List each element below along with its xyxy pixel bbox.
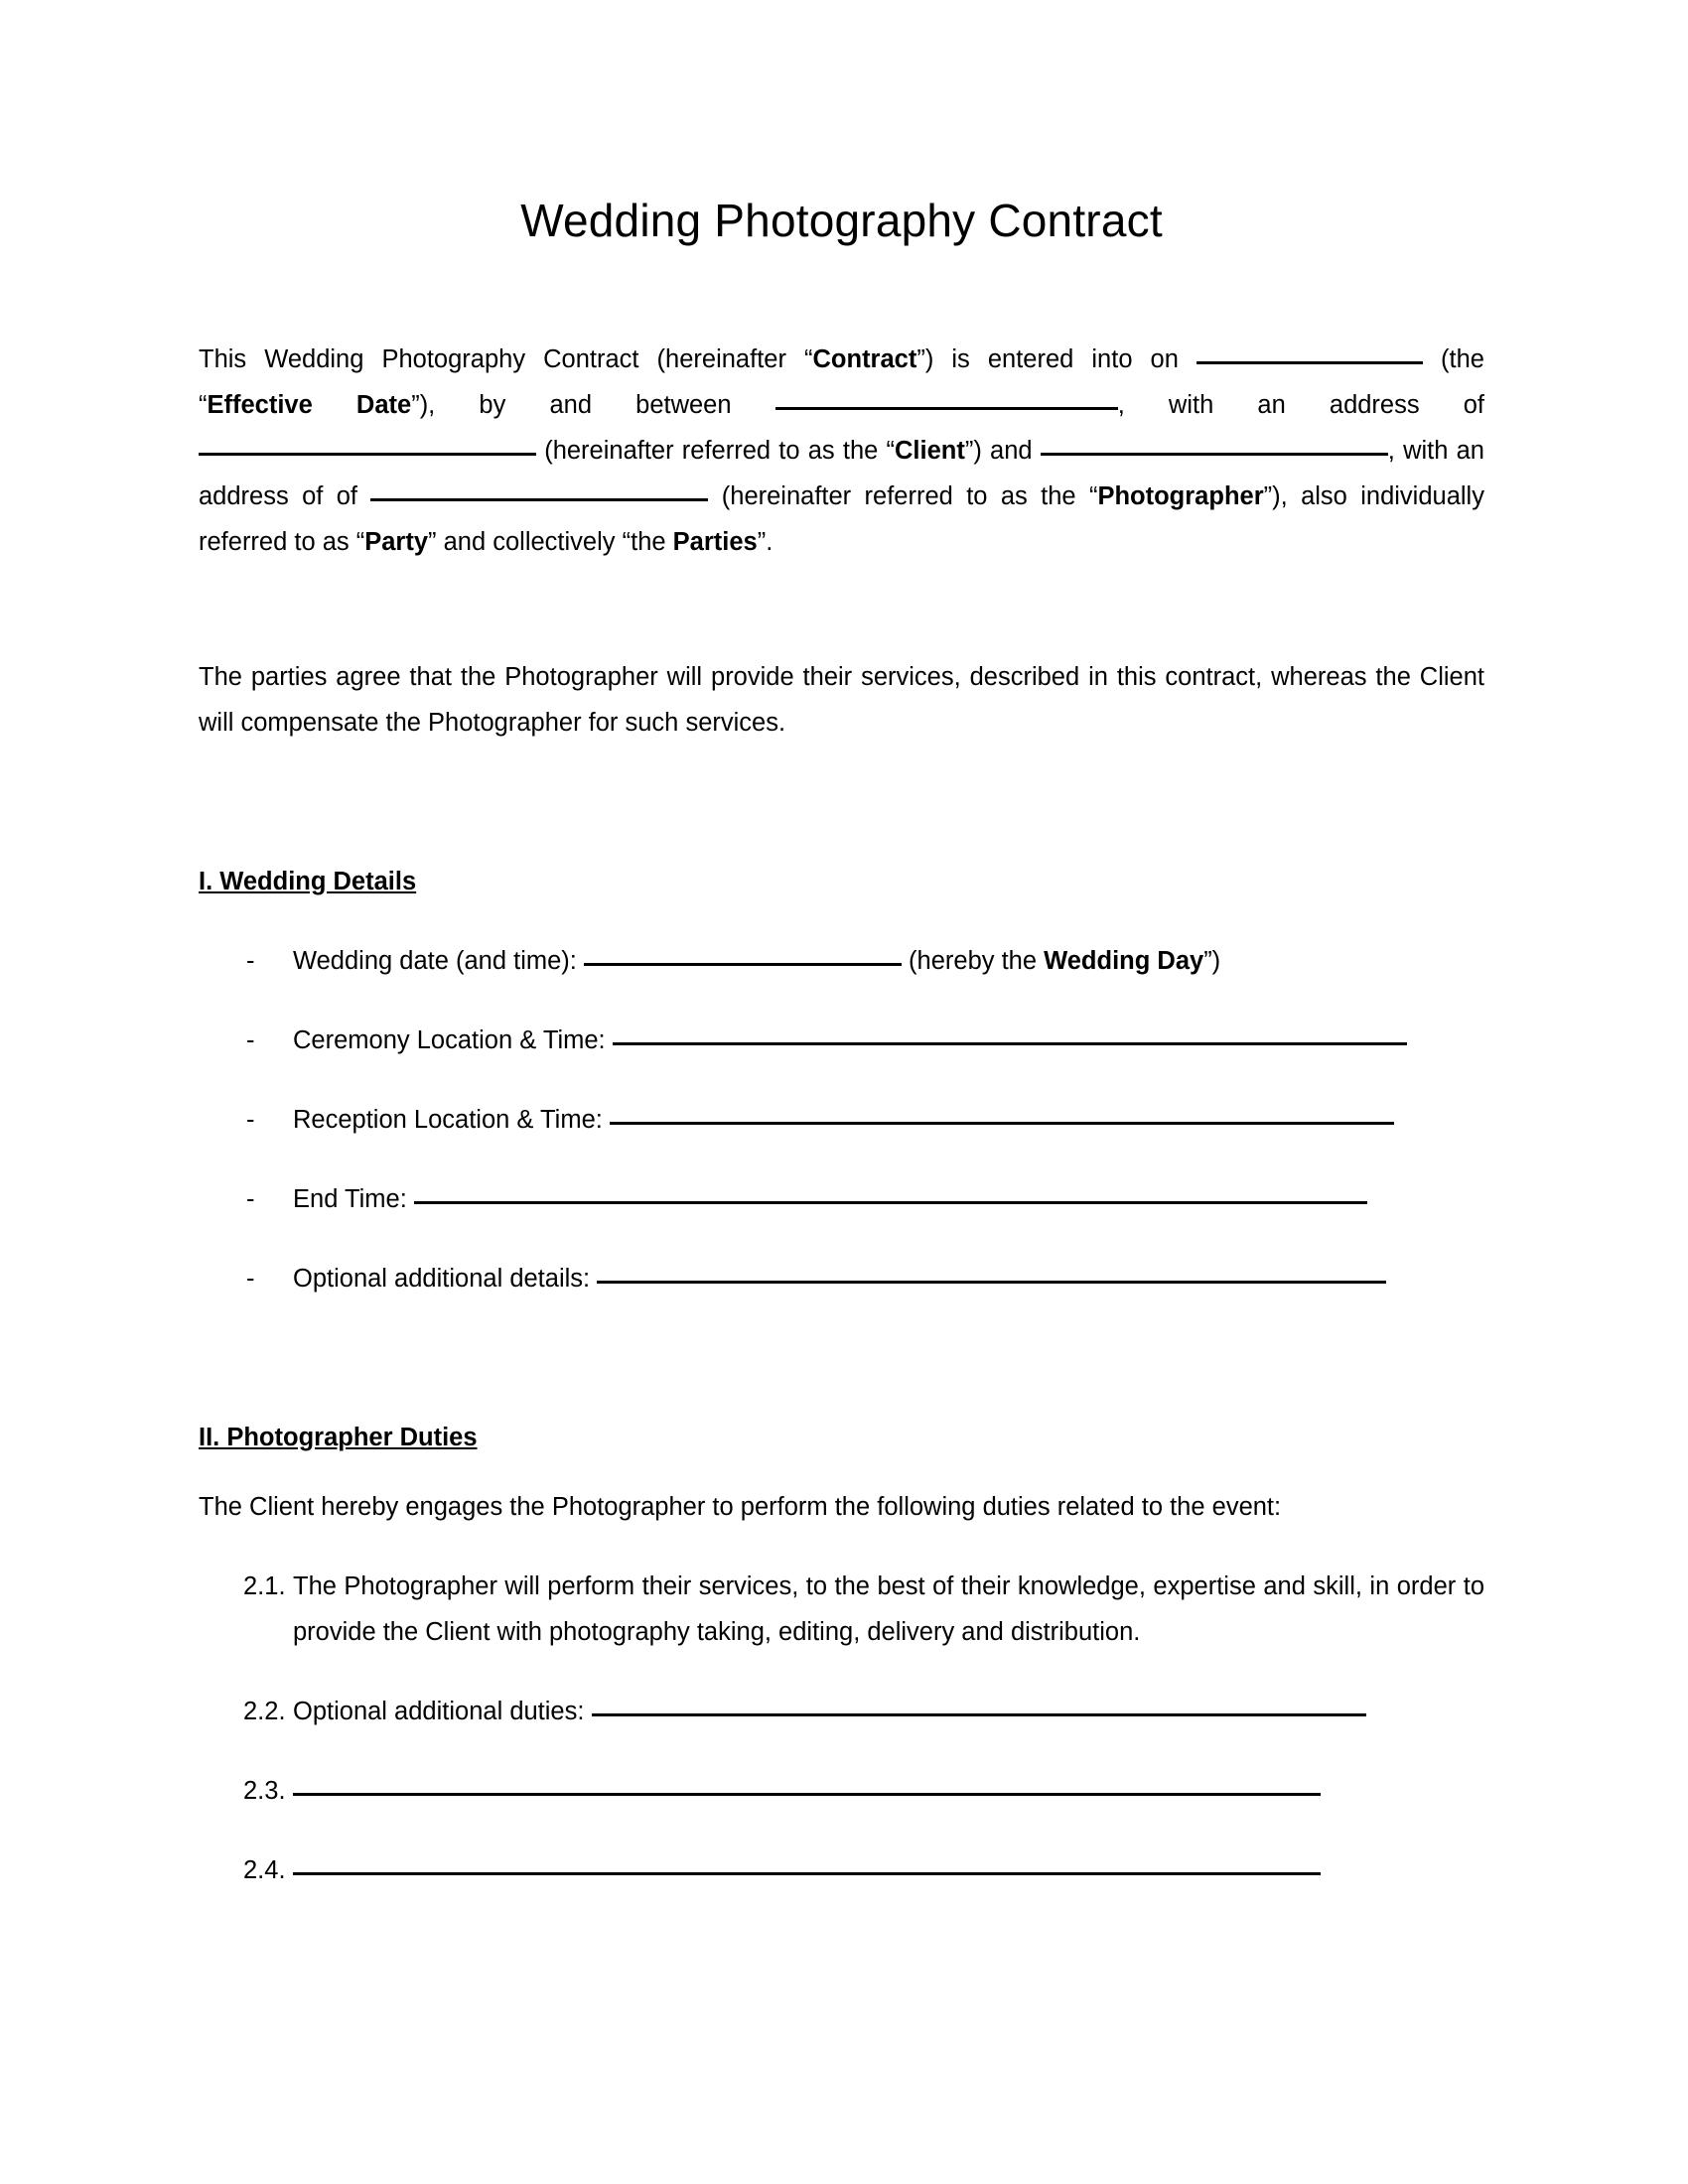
- agreement-paragraph: The parties agree that the Photographer will provide their services, described in this contract, whereas the Client will compensate the Photographer for such services.: [199, 662, 1484, 737]
- duty-2-4-blank[interactable]: [293, 1850, 1321, 1875]
- section-one-spacer-extra: [199, 1391, 1484, 1415]
- intro-text-10: (hereinafter referred to as the “: [721, 481, 1098, 510]
- term-photographer: Photographer: [1097, 481, 1264, 510]
- reception-location-blank[interactable]: [610, 1100, 1394, 1125]
- page-title: Wedding Photography Contract: [520, 195, 1163, 246]
- duties-lead-in: The Client hereby engages the Photographer to perform the following duties related to the event:: [199, 1492, 1282, 1521]
- clause-number: 2.3.: [243, 1776, 286, 1805]
- photographer-name-blank[interactable]: [1041, 431, 1388, 456]
- bullet-dash-icon: -: [246, 1105, 255, 1134]
- intro-paragraph: [199, 337, 1484, 565]
- photographer-address-blank[interactable]: [370, 477, 708, 501]
- intro-text-11: ”), also individually referred to as “: [199, 481, 1484, 556]
- section-heading-photographer-duties: II. Photographer Duties: [199, 1423, 478, 1451]
- intro-text-6: (hereinafter referred to as the “: [544, 436, 896, 465]
- list-item: [199, 1768, 1484, 1814]
- section-one-spacer: [199, 1301, 1484, 1391]
- intro-text-2: ”) is entered into on: [916, 344, 1179, 373]
- client-address-blank[interactable]: [199, 431, 536, 456]
- ceremony-location-blank[interactable]: [613, 1021, 1407, 1045]
- intro-text-5: , with an address of: [1117, 390, 1485, 419]
- effective-date-blank[interactable]: [1196, 340, 1423, 364]
- title-spacer: [199, 247, 1484, 337]
- term-contract: Contract: [812, 344, 917, 373]
- photographer-duties-list: [199, 1564, 1484, 1893]
- intro-spacer: [199, 565, 1484, 654]
- wedding-date-label: Wedding date (and time):: [293, 946, 577, 975]
- intro-text-9-of: of: [336, 481, 358, 510]
- clause-number: 2.4.: [243, 1855, 286, 1884]
- duty-2-3-blank[interactable]: [293, 1771, 1321, 1796]
- ceremony-location-label: Ceremony Location & Time:: [293, 1025, 606, 1054]
- wedding-day-suffix-pre: (hereby the: [909, 946, 1045, 975]
- wedding-date-blank[interactable]: [584, 941, 902, 966]
- agreement-spacer: [199, 746, 1484, 835]
- list-item: [199, 1176, 1484, 1222]
- bullet-dash-icon: -: [246, 1264, 255, 1293]
- agreement-spacer-extra: [199, 835, 1484, 859]
- term-parties: Parties: [672, 527, 758, 556]
- term-effective-date: Effective Date: [207, 390, 412, 419]
- intro-text-12: ” and collectively “the: [428, 527, 673, 556]
- clause-text: Optional additional duties:: [293, 1697, 585, 1725]
- intro-text-1: This Wedding Photography Contract (hereinafter “: [199, 344, 813, 373]
- intro-text-13: ”.: [757, 527, 774, 556]
- list-item: [199, 1097, 1484, 1143]
- intro-text-8: , with an address of: [199, 436, 1484, 510]
- list-item: [199, 1256, 1484, 1301]
- optional-duties-blank[interactable]: [592, 1692, 1366, 1716]
- section-heading-wedding-details: I. Wedding Details: [199, 867, 417, 895]
- wedding-day-suffix-post: ”): [1203, 946, 1221, 975]
- reception-location-label: Reception Location & Time:: [293, 1105, 603, 1134]
- optional-details-blank[interactable]: [597, 1259, 1386, 1284]
- list-item: [199, 1018, 1484, 1063]
- clause-number: 2.1.: [243, 1571, 286, 1600]
- term-wedding-day: Wedding Day: [1044, 946, 1204, 975]
- bullet-dash-icon: -: [246, 1184, 255, 1213]
- list-item: [199, 1847, 1484, 1893]
- intro-text-3: (the “: [199, 344, 1484, 419]
- document-body: [199, 0, 1484, 1893]
- optional-details-label: Optional additional details:: [293, 1264, 591, 1293]
- list-item: [199, 938, 1484, 984]
- end-time-label: End Time:: [293, 1184, 407, 1213]
- duties-heading-spacer: [199, 1460, 1484, 1484]
- clause-text: The Photographer will perform their services, to the best of their knowledge, expertise and skill, in order to provide the Client with photography taking, editing, delivery and distribution.: [293, 1571, 1484, 1646]
- list-item: [199, 1564, 1484, 1655]
- bullet-dash-icon: -: [246, 946, 255, 975]
- end-time-blank[interactable]: [414, 1179, 1367, 1204]
- term-party: Party: [364, 527, 429, 556]
- intro-text-7: ”) and: [964, 436, 1033, 465]
- term-client: Client: [895, 436, 965, 465]
- wedding-details-list: [199, 938, 1484, 1301]
- list-item: [199, 1689, 1484, 1734]
- clause-number: 2.2.: [243, 1697, 286, 1725]
- client-name-blank[interactable]: [775, 385, 1118, 410]
- bullet-dash-icon: -: [246, 1025, 255, 1054]
- intro-text-4: ”), by and between: [411, 390, 732, 419]
